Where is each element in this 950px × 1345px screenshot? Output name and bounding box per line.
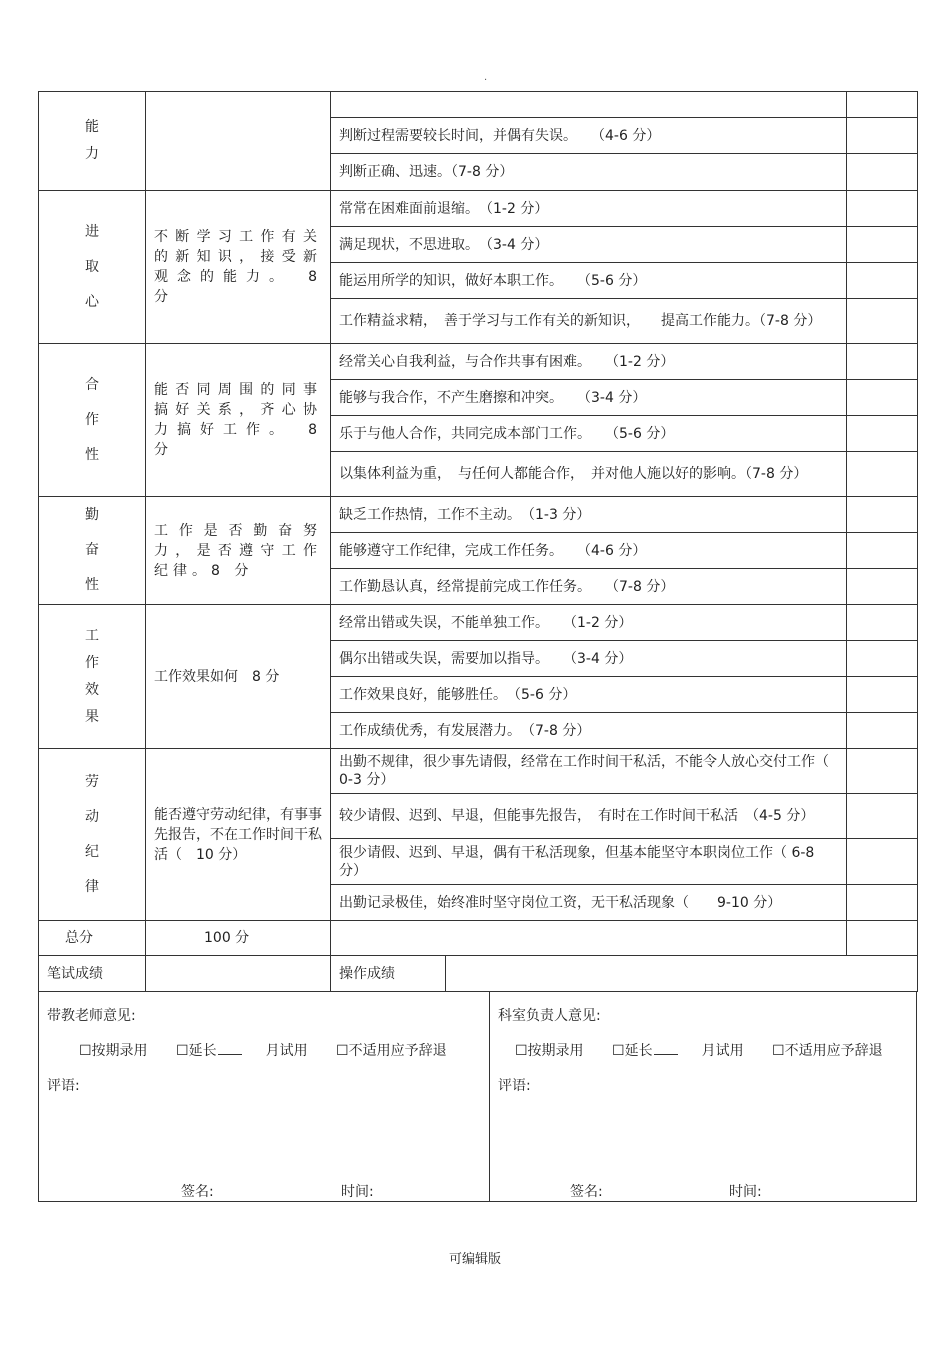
teacher-opinion-panel — [39, 991, 490, 1201]
criteria-cell: 工作勤恳认真，经常提前完成工作任务。 （7-8 分） — [331, 569, 847, 605]
category-cell: 合作性 — [39, 344, 146, 497]
score-summary-row — [39, 956, 918, 992]
written-score-field[interactable] — [146, 956, 331, 992]
total-value: 100 分 — [146, 921, 331, 956]
teacher-option-dismiss[interactable]: ☐不适用应予辞退 — [336, 1043, 447, 1059]
category-cell: 勤奋性 — [39, 497, 146, 605]
extend-months-blank[interactable] — [654, 1040, 678, 1055]
criteria-cell: 经常出错或失误，不能单独工作。 （1-2 分） — [331, 605, 847, 641]
dept-remark-label: 评语: — [498, 1078, 531, 1094]
total-blank[interactable] — [331, 921, 847, 956]
evaluation-table — [38, 91, 918, 956]
score-summary-table — [38, 955, 918, 992]
teacher-options — [79, 1040, 471, 1060]
criteria-cell: 出勤记录极佳，始终准时坚守岗位工资，无干私活现象（ 9-10 分） — [331, 885, 847, 921]
score-cell[interactable] — [847, 885, 918, 921]
dept-options — [515, 1040, 907, 1060]
criteria-cell: 以集体利益为重， 与任何人都能合作， 并对他人施以好的影响。（7-8 分） — [331, 452, 847, 497]
score-cell[interactable] — [847, 605, 918, 641]
category-cell: 工作效果 — [39, 605, 146, 749]
description-cell — [146, 92, 331, 191]
score-cell[interactable] — [847, 118, 918, 154]
score-cell[interactable] — [847, 380, 918, 416]
category-cell: 进取心 — [39, 191, 146, 344]
total-row — [39, 921, 918, 956]
score-cell[interactable] — [847, 533, 918, 569]
score-cell[interactable] — [847, 641, 918, 677]
criteria-cell: 工作精益求精， 善于学习与工作有关的新知识， 提高工作能力。（7-8 分） — [331, 299, 847, 344]
teacher-time-label: 时间: — [341, 1184, 374, 1200]
operation-score-label: 操作成绩 — [331, 956, 446, 992]
table-row — [39, 605, 918, 641]
score-cell[interactable] — [847, 344, 918, 380]
table-row — [39, 191, 918, 227]
score-cell[interactable] — [847, 299, 918, 344]
criteria-cell: 能运用所学的知识，做好本职工作。 （5-6 分） — [331, 263, 847, 299]
criteria-cell: 经常关心自我利益，与合作共事有困难。 （1-2 分） — [331, 344, 847, 380]
score-cell[interactable] — [847, 191, 918, 227]
extend-months-blank[interactable] — [218, 1040, 242, 1055]
criteria-cell: 判断过程需要较长时间，并偶有失误。 （4-6 分） — [331, 118, 847, 154]
criteria-cell: 出勤不规律，很少事先请假，经常在工作时间干私活，不能令人放心交付工作（ 0-3 分） — [331, 749, 847, 794]
criteria-cell: 能够与我合作，不产生磨擦和冲突。 （3-4 分） — [331, 380, 847, 416]
table-row — [39, 344, 918, 380]
table-row — [39, 92, 918, 118]
dept-option-on-time[interactable]: ☐按期录用 — [515, 1043, 584, 1059]
description-cell: 不断学习工作有关的新知识，接受新观念的能力。 8 分 — [146, 191, 331, 344]
opinion-section — [38, 991, 917, 1202]
teacher-signature-label: 签名: — [181, 1184, 214, 1200]
dept-opinion-panel — [490, 991, 917, 1201]
criteria-cell — [331, 92, 847, 118]
description-cell: 工作是否勤奋努力，是否遵守工作纪律。8 分 — [146, 497, 331, 605]
criteria-cell: 能够遵守工作纪律，完成工作任务。 （4-6 分） — [331, 533, 847, 569]
teacher-remark-label: 评语: — [47, 1078, 80, 1094]
dept-option-dismiss[interactable]: ☐不适用应予辞退 — [772, 1043, 883, 1059]
teacher-option-on-time[interactable]: ☐按期录用 — [79, 1043, 148, 1059]
score-cell[interactable] — [847, 227, 918, 263]
score-cell[interactable] — [847, 794, 918, 839]
footer-note: 可编辑版 — [448, 1252, 501, 1267]
score-cell[interactable] — [847, 677, 918, 713]
score-cell[interactable] — [847, 92, 918, 118]
criteria-cell: 常常在困难面前退缩。 （1-2 分） — [331, 191, 847, 227]
description-cell: 工作效果如何 8 分 — [146, 605, 331, 749]
criteria-cell: 缺乏工作热情，工作不主动。 （1-3 分） — [331, 497, 847, 533]
criteria-cell: 工作效果良好，能够胜任。 （5-6 分） — [331, 677, 847, 713]
total-label: 总分 — [39, 921, 146, 956]
dept-opinion-title: 科室负责人意见: — [498, 1008, 601, 1024]
teacher-option-extend[interactable]: ☐延长 月试用 — [176, 1043, 308, 1059]
score-cell[interactable] — [847, 452, 918, 497]
table-row — [39, 749, 918, 794]
criteria-cell: 判断正确、迅速。（7-8 分） — [331, 154, 847, 191]
teacher-opinion-title: 带教老师意见: — [47, 1008, 136, 1024]
category-cell: 能力 — [39, 92, 146, 191]
score-cell[interactable] — [847, 713, 918, 749]
score-cell[interactable] — [847, 263, 918, 299]
score-cell[interactable] — [847, 839, 918, 885]
score-cell[interactable] — [847, 416, 918, 452]
score-cell[interactable] — [847, 154, 918, 191]
score-cell[interactable] — [847, 497, 918, 533]
criteria-cell: 很少请假、迟到、早退，偶有干私活现象，但基本能坚守本职岗位工作（ 6-8 分） — [331, 839, 847, 885]
table-row — [39, 497, 918, 533]
criteria-cell: 乐于与他人合作，共同完成本部门工作。 （5-6 分） — [331, 416, 847, 452]
score-cell[interactable] — [847, 569, 918, 605]
operation-score-field[interactable] — [446, 956, 918, 992]
description-cell: 能否遵守劳动纪律，有事事先报告，不在工作时间干私活（ 10 分） — [146, 749, 331, 921]
criteria-cell: 较少请假、迟到、早退，但能事先报告， 有时在工作时间干私活 （4-5 分） — [331, 794, 847, 839]
category-cell: 劳动纪律 — [39, 749, 146, 921]
criteria-cell: 工作成绩优秀，有发展潜力。 （7-8 分） — [331, 713, 847, 749]
criteria-cell: 偶尔出错或失误，需要加以指导。 （3-4 分） — [331, 641, 847, 677]
score-cell[interactable] — [847, 749, 918, 794]
page-top-mark: . — [484, 72, 488, 83]
total-score-cell[interactable] — [847, 921, 918, 956]
dept-signature-label: 签名: — [570, 1184, 603, 1200]
written-score-label: 笔试成绩 — [39, 956, 146, 992]
dept-time-label: 时间: — [729, 1184, 762, 1200]
description-cell: 能否同周围的同事搞好关系，齐心协力搞好工作。 8 分 — [146, 344, 331, 497]
criteria-cell: 满足现状，不思进取。 （3-4 分） — [331, 227, 847, 263]
dept-option-extend[interactable]: ☐延长 月试用 — [612, 1043, 744, 1059]
